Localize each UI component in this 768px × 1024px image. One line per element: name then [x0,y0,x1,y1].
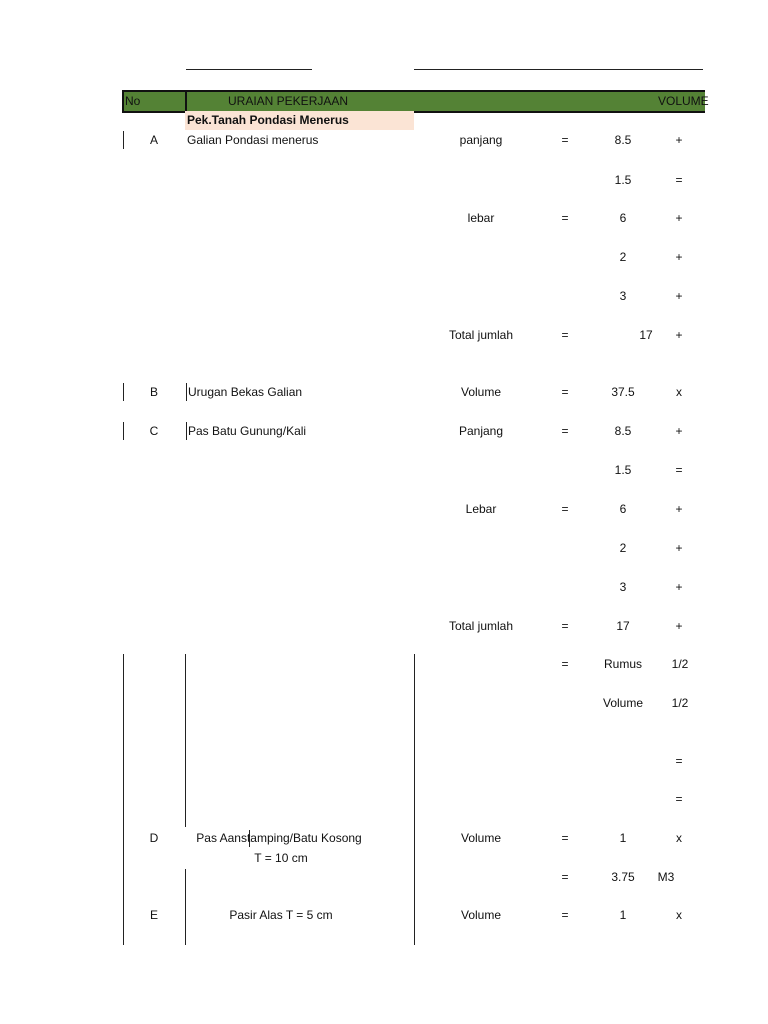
calc-row-op: + [675,541,683,555]
row-mark-c [123,422,124,440]
table-header [122,90,709,113]
calc-row-op: + [675,133,683,147]
calc-row-val: 2 [619,541,627,555]
top-line-right [414,69,703,70]
calc-row-val: 3 [619,289,627,303]
calc-row-op: + [675,502,683,516]
calc-row-eq: = [561,328,569,342]
calc-row-val: 3 [619,580,627,594]
calc-row-op: = [675,754,683,768]
calc-row-eq: = [561,657,569,671]
calc-row-op: 1/2 [671,696,689,710]
calc-row-op: = [675,792,683,806]
item-desc-d-line2: T = 10 cm [254,851,308,865]
item-desc-d-line1: Pas Aanstamping/Batu Kosong [196,831,362,845]
item-desc-b: Urugan Bekas Galian [188,385,303,399]
item-desc-e: Pasir Alas T = 5 cm [229,908,333,922]
calc-row-op: = [675,463,683,477]
section-title: Pek.Tanah Pondasi Menerus [187,113,349,127]
calc-row-eq: = [561,619,569,633]
calc-row-op: x [676,908,682,922]
header-volume: VOLUME [658,94,709,108]
calc-row-eq: = [561,870,569,884]
calc-row-val: 1 [619,908,627,922]
header-separator [185,90,187,113]
grid-line-desc-upper [185,654,186,827]
desc-mark-b [186,383,187,401]
item-code-e: E [149,908,159,922]
calc-row-val: 1.5 [614,173,632,187]
calc-row-val: 17 [616,619,630,633]
calc-row-label: Lebar [465,502,497,516]
calc-row-val: 1 [619,831,627,845]
calc-row-label: Panjang [458,424,504,438]
row-mark-b [123,383,124,401]
calc-row-val: Volume [602,696,644,710]
calc-row-val: 1.5 [614,463,632,477]
calc-row-eq: = [561,211,569,225]
calc-row-val: 8.5 [614,424,632,438]
item-desc-c: Pas Batu Gunung/Kali [188,424,307,438]
calc-row-val: 3.75 [611,870,635,884]
calc-row-eq: = [561,502,569,516]
item-desc-a: Galian Pondasi menerus [187,133,319,147]
top-line-left [186,69,312,70]
item-code-b: B [149,385,159,399]
calc-row-label: Total jumlah [448,328,514,342]
calc-row-op: + [675,580,683,594]
calc-row-eq: = [561,385,569,399]
header-no: No [125,94,141,108]
calc-row-label: Volume [460,908,502,922]
calc-row-val: 8.5 [614,133,632,147]
desc-mark-c [186,422,187,440]
calc-row-op: + [675,250,683,264]
calc-row-val: 37.5 [611,385,635,399]
calc-row-eq: = [561,424,569,438]
calc-row-val: 6 [619,211,627,225]
row-mark-a [123,131,124,149]
calc-row-op: + [675,328,683,342]
calc-row-op: = [675,173,683,187]
calc-row-op: + [675,211,683,225]
calc-row-label: Volume [460,831,502,845]
item-code-a: A [149,133,159,147]
calc-row-op: x [676,385,682,399]
calc-row-op: M3 [657,870,675,884]
calc-row-val: 6 [619,502,627,516]
calc-row-label: Volume [460,385,502,399]
calc-row-label: panjang [459,133,503,147]
item-code-c: C [149,424,159,438]
calc-row-label: lebar [467,211,495,225]
calc-row-op: + [675,289,683,303]
calc-row-label: Total jumlah [448,619,514,633]
header-uraian: URAIAN PEKERJAAN [228,94,349,108]
calc-row-val: 2 [619,250,627,264]
calc-row-op: + [675,619,683,633]
calc-row-op: 1/2 [671,657,689,671]
item-code-d: D [149,831,159,845]
grid-line-label [414,654,415,945]
calc-row-eq: = [561,831,569,845]
grid-line-desc-lower [185,869,186,945]
calc-row-val: 17 [639,328,653,342]
calc-row-val: Rumus [603,657,643,671]
calc-row-eq: = [561,908,569,922]
calc-row-op: x [676,831,682,845]
calc-row-eq: = [561,133,569,147]
grid-line-no [123,654,124,945]
calc-row-op: + [675,424,683,438]
